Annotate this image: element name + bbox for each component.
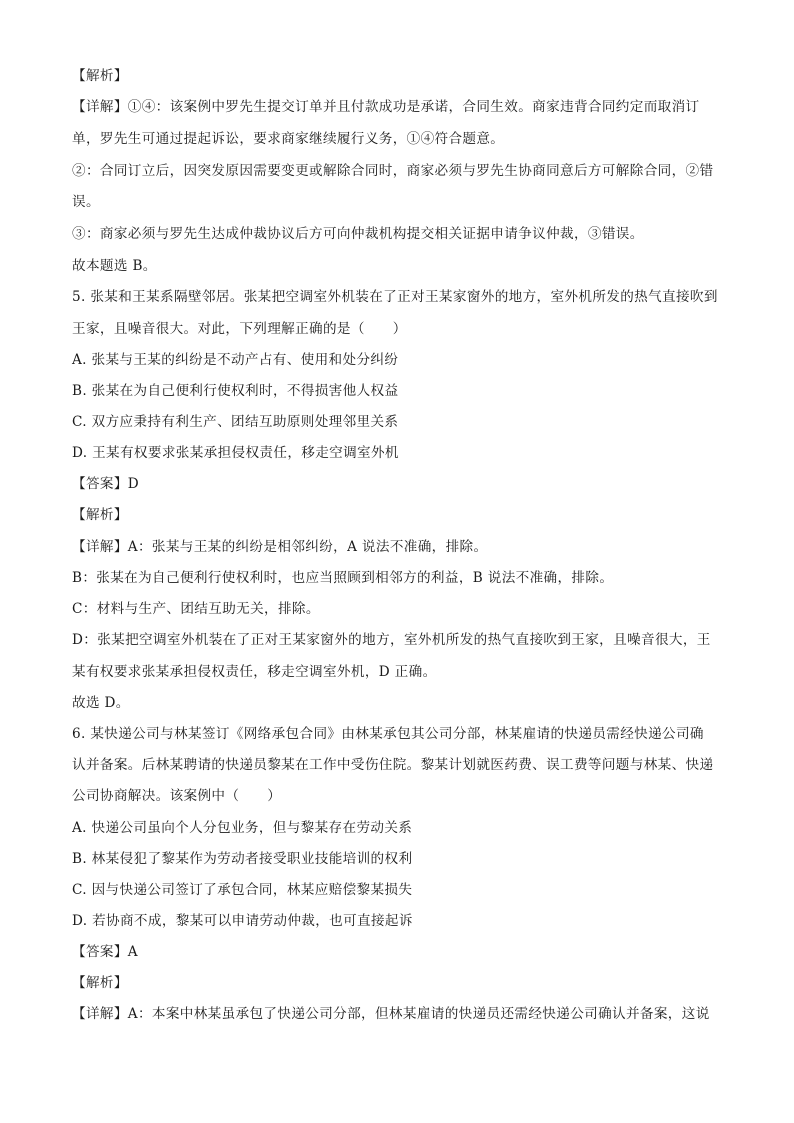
answer-line: 【答案】D [72, 476, 140, 492]
question-6-stem: 6. 某快递公司与林某签订《网络承包合同》由林某承包其公司分部，林某雇请的快递员需经快递公司确 [72, 726, 704, 742]
question-5-stem: 王家，且噪音很大。对此，下列理解正确的是（ ） [72, 321, 407, 337]
detail-paragraph: C：材料与生产、团结互助无关，排除。 [72, 601, 320, 617]
detail-paragraph: 误。 [72, 194, 100, 210]
question-5-option-b: B. 张某在为自己便利行使权利时，不得损害他人权益 [72, 383, 399, 399]
answer-line: 【答案】A [72, 944, 138, 960]
detail-paragraph: ②：合同订立后，因突发原因需要变更或解除合同时，商家必须与罗先生协商同意后方可解除合同，②错 [72, 163, 714, 179]
detail-paragraph: 【详解】A：本案中林某虽承包了快递公司分部，但林某雇请的快递员还需经快递公司确认并备案，这说 [72, 1006, 710, 1022]
detail-paragraph: 单，罗先生可通过提起诉讼，要求商家继续履行义务，①④符合题意。 [72, 131, 505, 147]
detail-paragraph: 【详解】A：张某与王某的纠纷是相邻纠纷，A 说法不准确，排除。 [72, 539, 488, 555]
question-5-option-c: C. 双方应秉持有利生产、团结互助原则处理邻里关系 [72, 414, 399, 430]
question-5-option-a: A. 张某与王某的纠纷是不动产占有、使用和处分纠纷 [72, 352, 399, 368]
detail-paragraph: 【详解】①④：该案例中罗先生提交订单并且付款成功是承诺，合同生效。商家违背合同约定而取消订 [72, 99, 700, 115]
detail-paragraph: ③：商家必须与罗先生达成仲裁协议后方可向仲裁机构提交相关证据申请争议仲裁，③错误。 [72, 226, 644, 242]
detail-paragraph: B：张某在为自己便利行使权利时，也应当照顾到相邻方的利益，B 说法不准确，排除。 [72, 570, 614, 586]
analysis-heading: 【解析】 [72, 68, 128, 84]
question-6-option-b: B. 林某侵犯了黎某作为劳动者接受职业技能培训的权利 [72, 851, 413, 867]
question-5-stem: 5. 张某和王某系隔壁邻居。张某把空调室外机装在了正对王某家窗外的地方，室外机所发的热气直接吹到 [72, 289, 718, 305]
question-6-stem: 认并备案。后林某聘请的快递员黎某在工作中受伤住院。黎某计划就医药费、误工费等问题与林某、快递 [72, 757, 714, 773]
question-5-option-d: D. 王某有权要求张某承担侵权责任，移走空调室外机 [72, 445, 399, 461]
question-6-option-c: C. 因与快递公司签订了承包合同，林某应赔偿黎某损失 [72, 882, 413, 898]
question-6-stem: 公司协商解决。该案例中（ ） [72, 788, 282, 804]
detail-paragraph: D：张某把空调室外机装在了正对王某家窗外的地方，室外机所发的热气直接吹到王家，且噪音很大，王 [72, 632, 711, 648]
question-6-option-a: A. 快递公司虽向个人分包业务，但与黎某存在劳动关系 [72, 820, 413, 836]
detail-paragraph: 某有权要求张某承担侵权责任，移走空调室外机，D 正确。 [72, 664, 437, 680]
analysis-heading: 【解析】 [72, 975, 128, 991]
question-6-option-d: D. 若协商不成，黎某可以申请劳动仲裁，也可直接起诉 [72, 913, 413, 929]
conclusion-line: 故选 D。 [72, 695, 130, 711]
analysis-heading: 【解析】 [72, 507, 128, 523]
conclusion-line: 故本题选 B。 [72, 258, 157, 274]
